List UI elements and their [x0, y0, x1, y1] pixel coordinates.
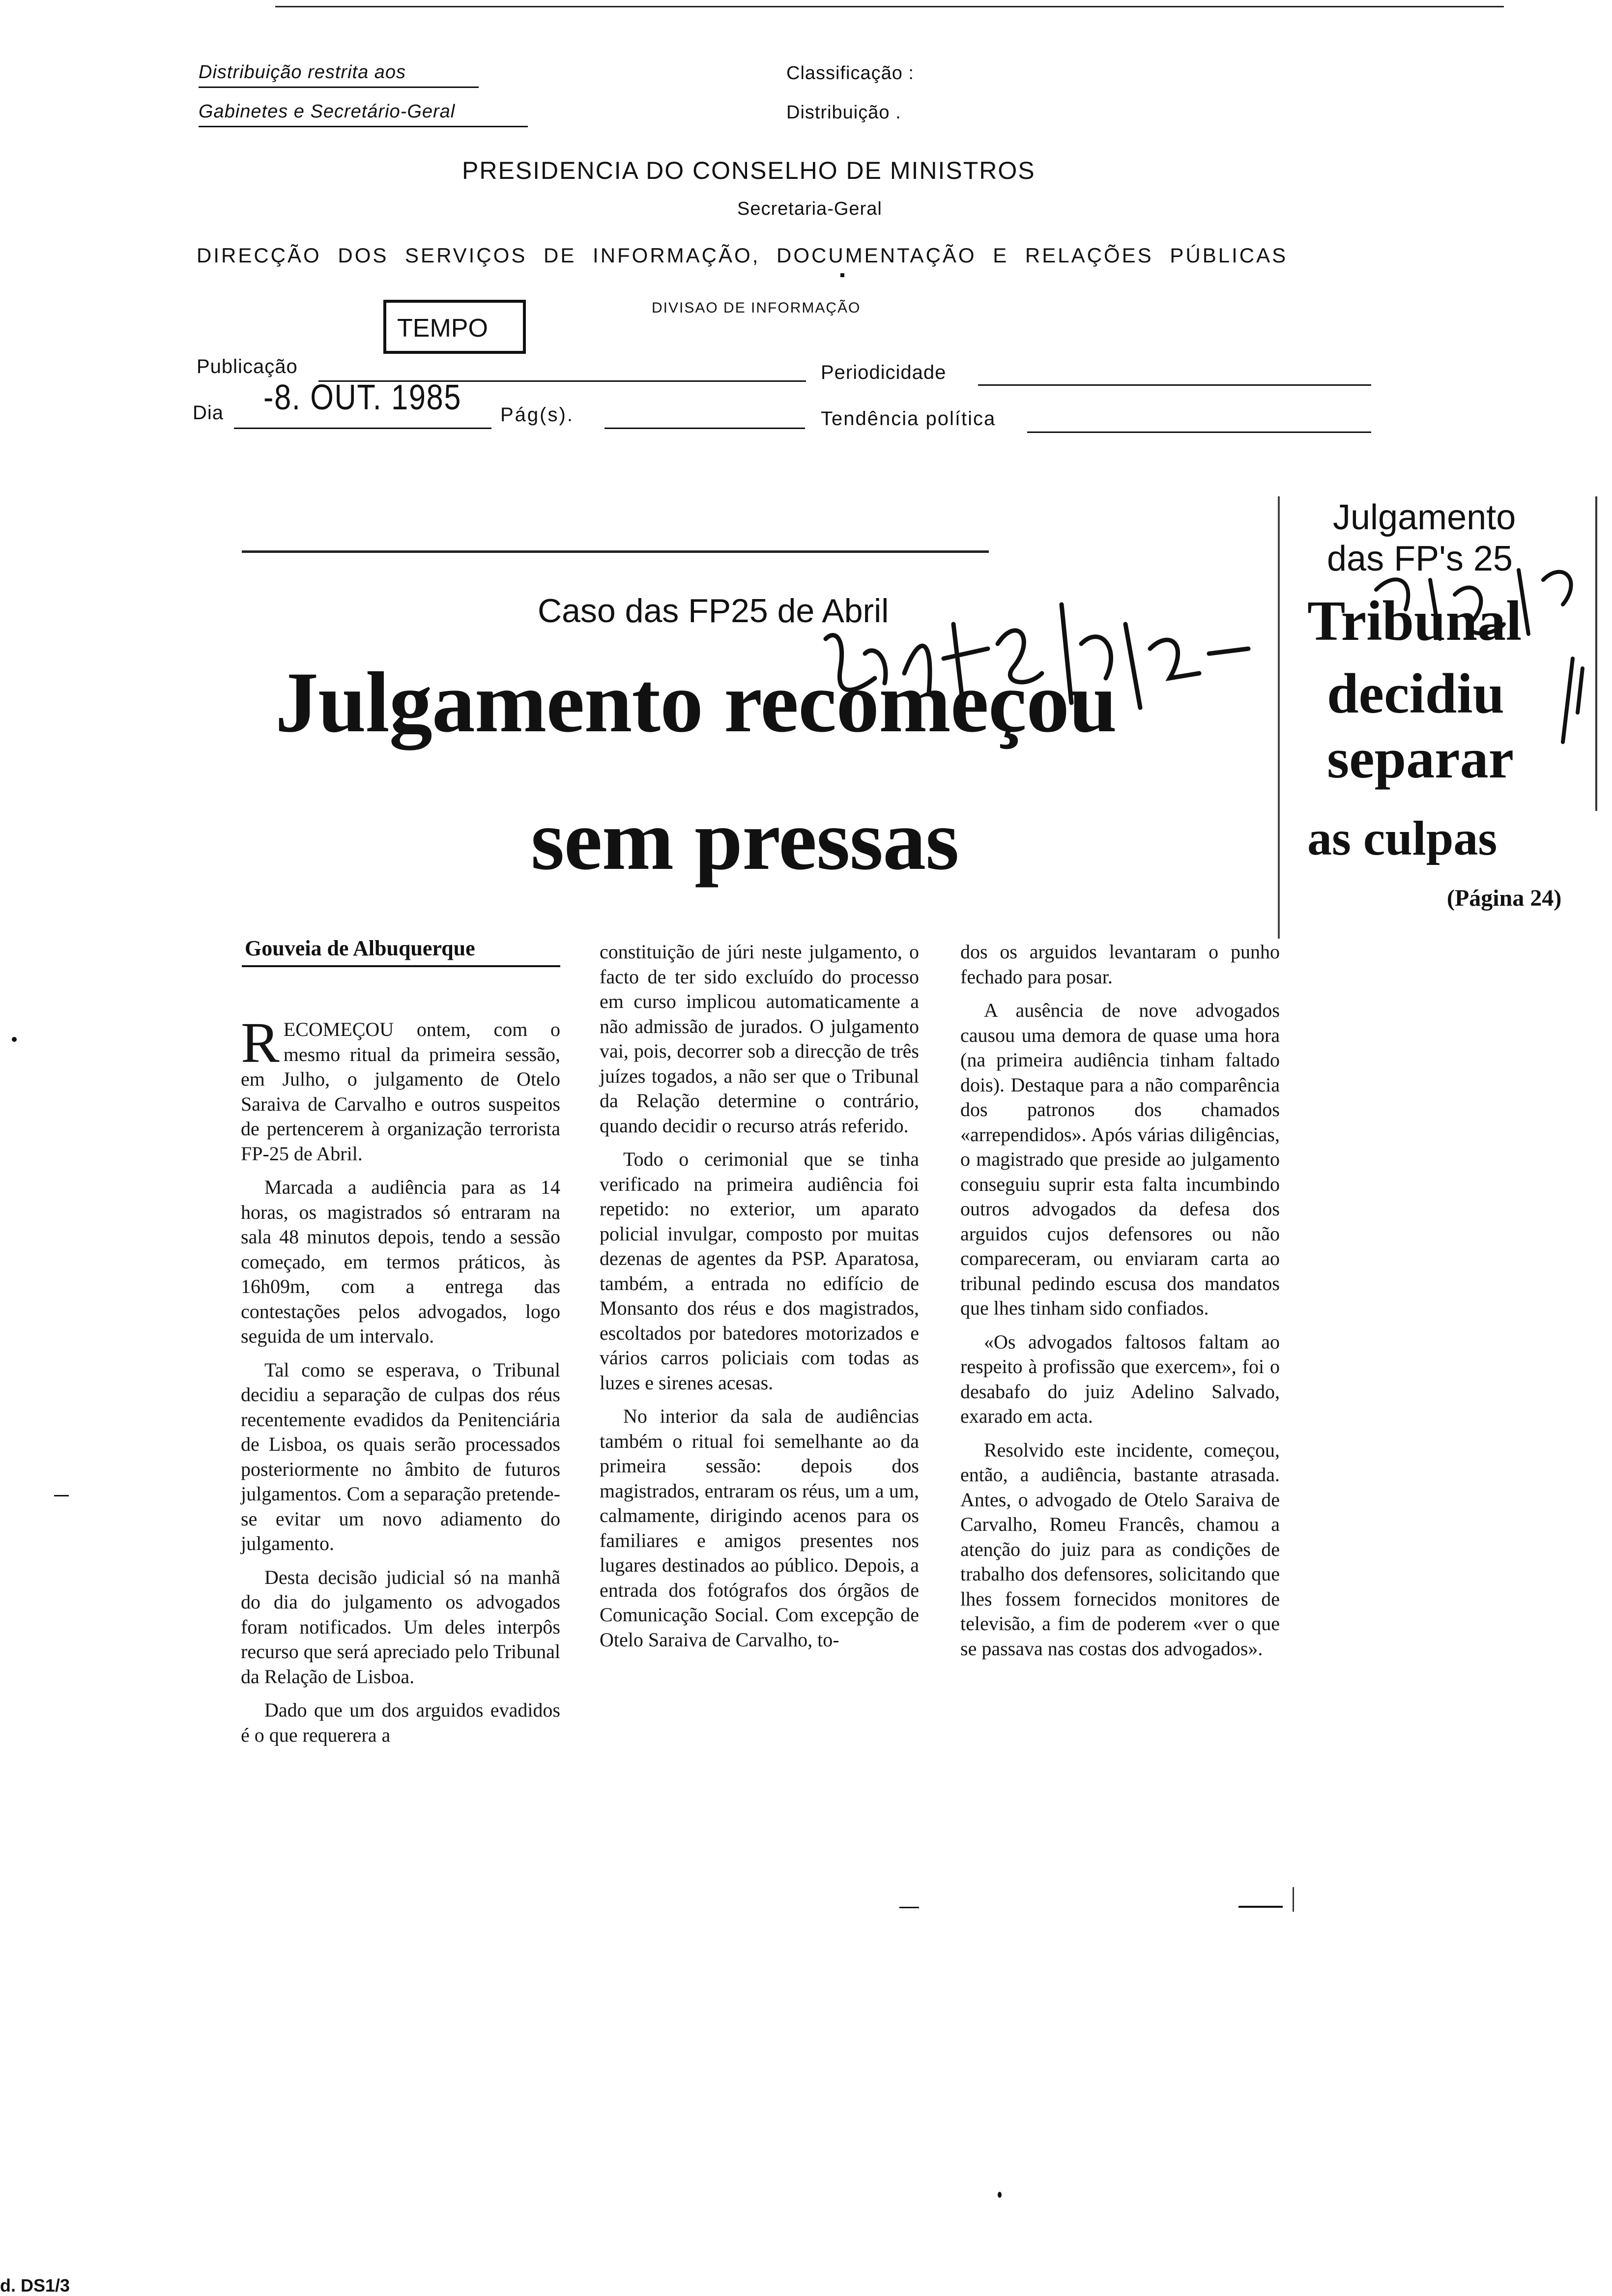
secretariat-title: Secretaria-Geral: [737, 199, 882, 219]
article-paragraph: Desta decisão judicial só na manhã do dia do julgamento os advogados foram notificados. Um deles interpôs recurso que será apreciado pelo Tribunal da Relação de Lisboa.: [241, 1566, 560, 1688]
sidebar-headline-4: as culpas: [1307, 811, 1497, 865]
restricted-underline2: [199, 126, 528, 127]
classification-label: Classificação :: [786, 63, 914, 84]
date-stamp: -8. OUT. 1985: [263, 378, 462, 417]
sidebar-handwriting: [1356, 550, 1602, 757]
scan-speck: [54, 1495, 69, 1496]
clipping-top-rule: [242, 550, 989, 553]
sidebar-title-line1: Julgamento: [1333, 498, 1516, 537]
article-paragraph: [241, 1010, 560, 1166]
headline-line1: Julgamento recomeçou: [275, 655, 1117, 750]
periodicity-fill-line: [978, 384, 1371, 386]
sidebar-page-ref: (Página 24): [1447, 885, 1562, 911]
division-title: DIVISAO DE INFORMAÇÃO: [652, 300, 861, 316]
page-label: Pág(s).: [500, 404, 574, 426]
top-scan-line: [275, 6, 1504, 7]
publication-label: Publicação: [197, 356, 298, 377]
directorate-dot: [840, 273, 844, 277]
headline-line2: sem pressas: [531, 792, 959, 888]
byline-rule: [242, 965, 560, 967]
column-3-end-rule: [1238, 1906, 1283, 1908]
political-fill-line: [1027, 431, 1371, 433]
periodicity-label: Periodicidade: [821, 362, 947, 383]
drop-cap: R: [241, 1010, 280, 1075]
article-paragraph: dos os arguidos levantaram o punho fechado para posar.: [960, 941, 1280, 988]
day-label: Dia: [193, 402, 224, 424]
page-fill-line: [604, 428, 805, 429]
article-paragraph: No interior da sala de audiências também o ritual foi semelhante ao da primeira sessão: depois dos magistrados, entraram os réus, um a um, calmamente, dirigindo acenos para os familiares e amigos presentes nos lugares destinados ao público. Depois, a entrada dos fotógrafos dos órgãos de Comunicação Social. Com excepção de Otelo Saraiva de Carvalho, to-: [600, 1405, 919, 1651]
publication-stamp-text: TEMPO: [397, 314, 488, 343]
sidebar-headline-2: decidiu: [1327, 662, 1504, 725]
scan-speck: [12, 1037, 17, 1042]
publication-stamp: [383, 300, 526, 354]
article-paragraph: constituição de júri neste julgamento, o facto de ter sido excluído do processo em curso implicou automaticamente a não admissão de jurados. O julgamento vai, pois, decorrer sob a direcção de três juízes togados, a não ser que o Tribunal da Relação determine o contrário, quando decidir o recurso atrás referido.: [600, 941, 919, 1137]
article-paragraph: Tal como se esperava, o Tribunal decidiu a separação de culpas dos réus recentemente evadidos da Penitenciária de Lisboa, os quais serão processados posteriormente no âmbito de futuros julgamentos. Com a separação pretende-se evitar um novo adiamento do julgamento.: [241, 1358, 560, 1554]
sidebar-title-line2: das FP's 25: [1327, 539, 1513, 578]
article-paragraph-text: ECOMEÇOU ontem, com o mesmo ritual da primeira sessão, em Julho, o julgamento de Otelo Saraiva de Carvalho e outros suspeitos de pertencerem à organização terrorista FP-25 de Abril.: [241, 1018, 560, 1165]
column-3-end-tick: [1293, 1887, 1294, 1912]
kicker: Caso das FP25 de Abril: [538, 592, 889, 630]
article-paragraph: «Os advogados faltosos faltam ao respeito à profissão que exercem», foi o desabafo do juiz Adelino Salvado, exarado em acta.: [960, 1330, 1280, 1427]
day-fill-line: [234, 428, 491, 429]
sidebar-headline-1: Tribunal: [1307, 590, 1522, 653]
column-2-end-rule: [899, 1907, 919, 1908]
article-column-2: [600, 940, 919, 1661]
restricted-distribution-line1: Distribuição restrita aos: [199, 62, 406, 83]
restricted-underline1: [199, 86, 479, 88]
handwritten-annotation: [806, 565, 1268, 781]
restricted-distribution-line2: Gabinetes e Secretário-Geral: [199, 101, 456, 122]
sidebar-left-rule: [1278, 496, 1280, 939]
sidebar-headline-3: separar: [1327, 727, 1514, 790]
scan-speck: [998, 2192, 1002, 2198]
article-column-3: [960, 940, 1280, 1670]
byline: Gouveia de Albuquerque: [245, 936, 475, 960]
article-paragraph: Resolvido este incidente, começou, então, a audiência, bastante atrasada. Antes, o advogado de Otelo Saraiva de Carvalho, Romeu Francês, chamou a atenção do juiz para as condições de trabalho dos defensores, solicitando que lhes fossem fornecidos monitores de televisão, a fim de poderem «ver o que se passava nas costas dos advogados».: [960, 1438, 1280, 1660]
form-code: d. DS1/3: [0, 2275, 70, 2296]
article-paragraph: Todo o cerimonial que se tinha verificado na primeira audiência foi repetido: no exterior, um aparato policial invulgar, composto por muitas dezenas de agentes da PSP. Aparatosa, também, a entrada no edifício de Monsanto dos réus e dos magistrados, escoltados por batedores motorizados e vários carros policiais com todas as luzes e sirenes acesas.: [600, 1148, 919, 1394]
article-column-1: [241, 1010, 560, 1756]
article-paragraph: A ausência de nove advogados causou uma demora de quase uma hora (na primeira audiência tinham faltado dois). Destaque para a não comparência dos patronos dos chamados «arrependidos». Após várias diligências, o magistrado que preside ao julgamento conseguiu suprir esta falta incumbindo outros advogados da defesa dos arguidos cujos defensores ou não compareceram, ou enviaram carta ao tribunal pedindo escusa dos mandatos que lhes tinham sido confiados.: [960, 999, 1280, 1319]
directorate-title: DIRECÇÃO DOS SERVIÇOS DE INFORMAÇÃO, DOCUMENTAÇÃO E RELAÇÕES PÚBLICAS: [197, 244, 1288, 267]
distribution-label: Distribuição .: [786, 102, 901, 123]
presidency-title: PRESIDENCIA DO CONSELHO DE MINISTROS: [462, 157, 1036, 184]
article-paragraph: Marcada a audiência para as 14 horas, os magistrados só entraram na sala 48 minutos depois, tendo a sessão começado, em termos práticos, às 16h09m, com a entrega das contestações pelos advogados, logo seguida de um intervalo.: [241, 1176, 560, 1347]
article-paragraph: Dado que um dos arguidos evadidos é o que requerera a: [241, 1699, 560, 1746]
political-tendency-label: Tendência política: [821, 408, 996, 430]
